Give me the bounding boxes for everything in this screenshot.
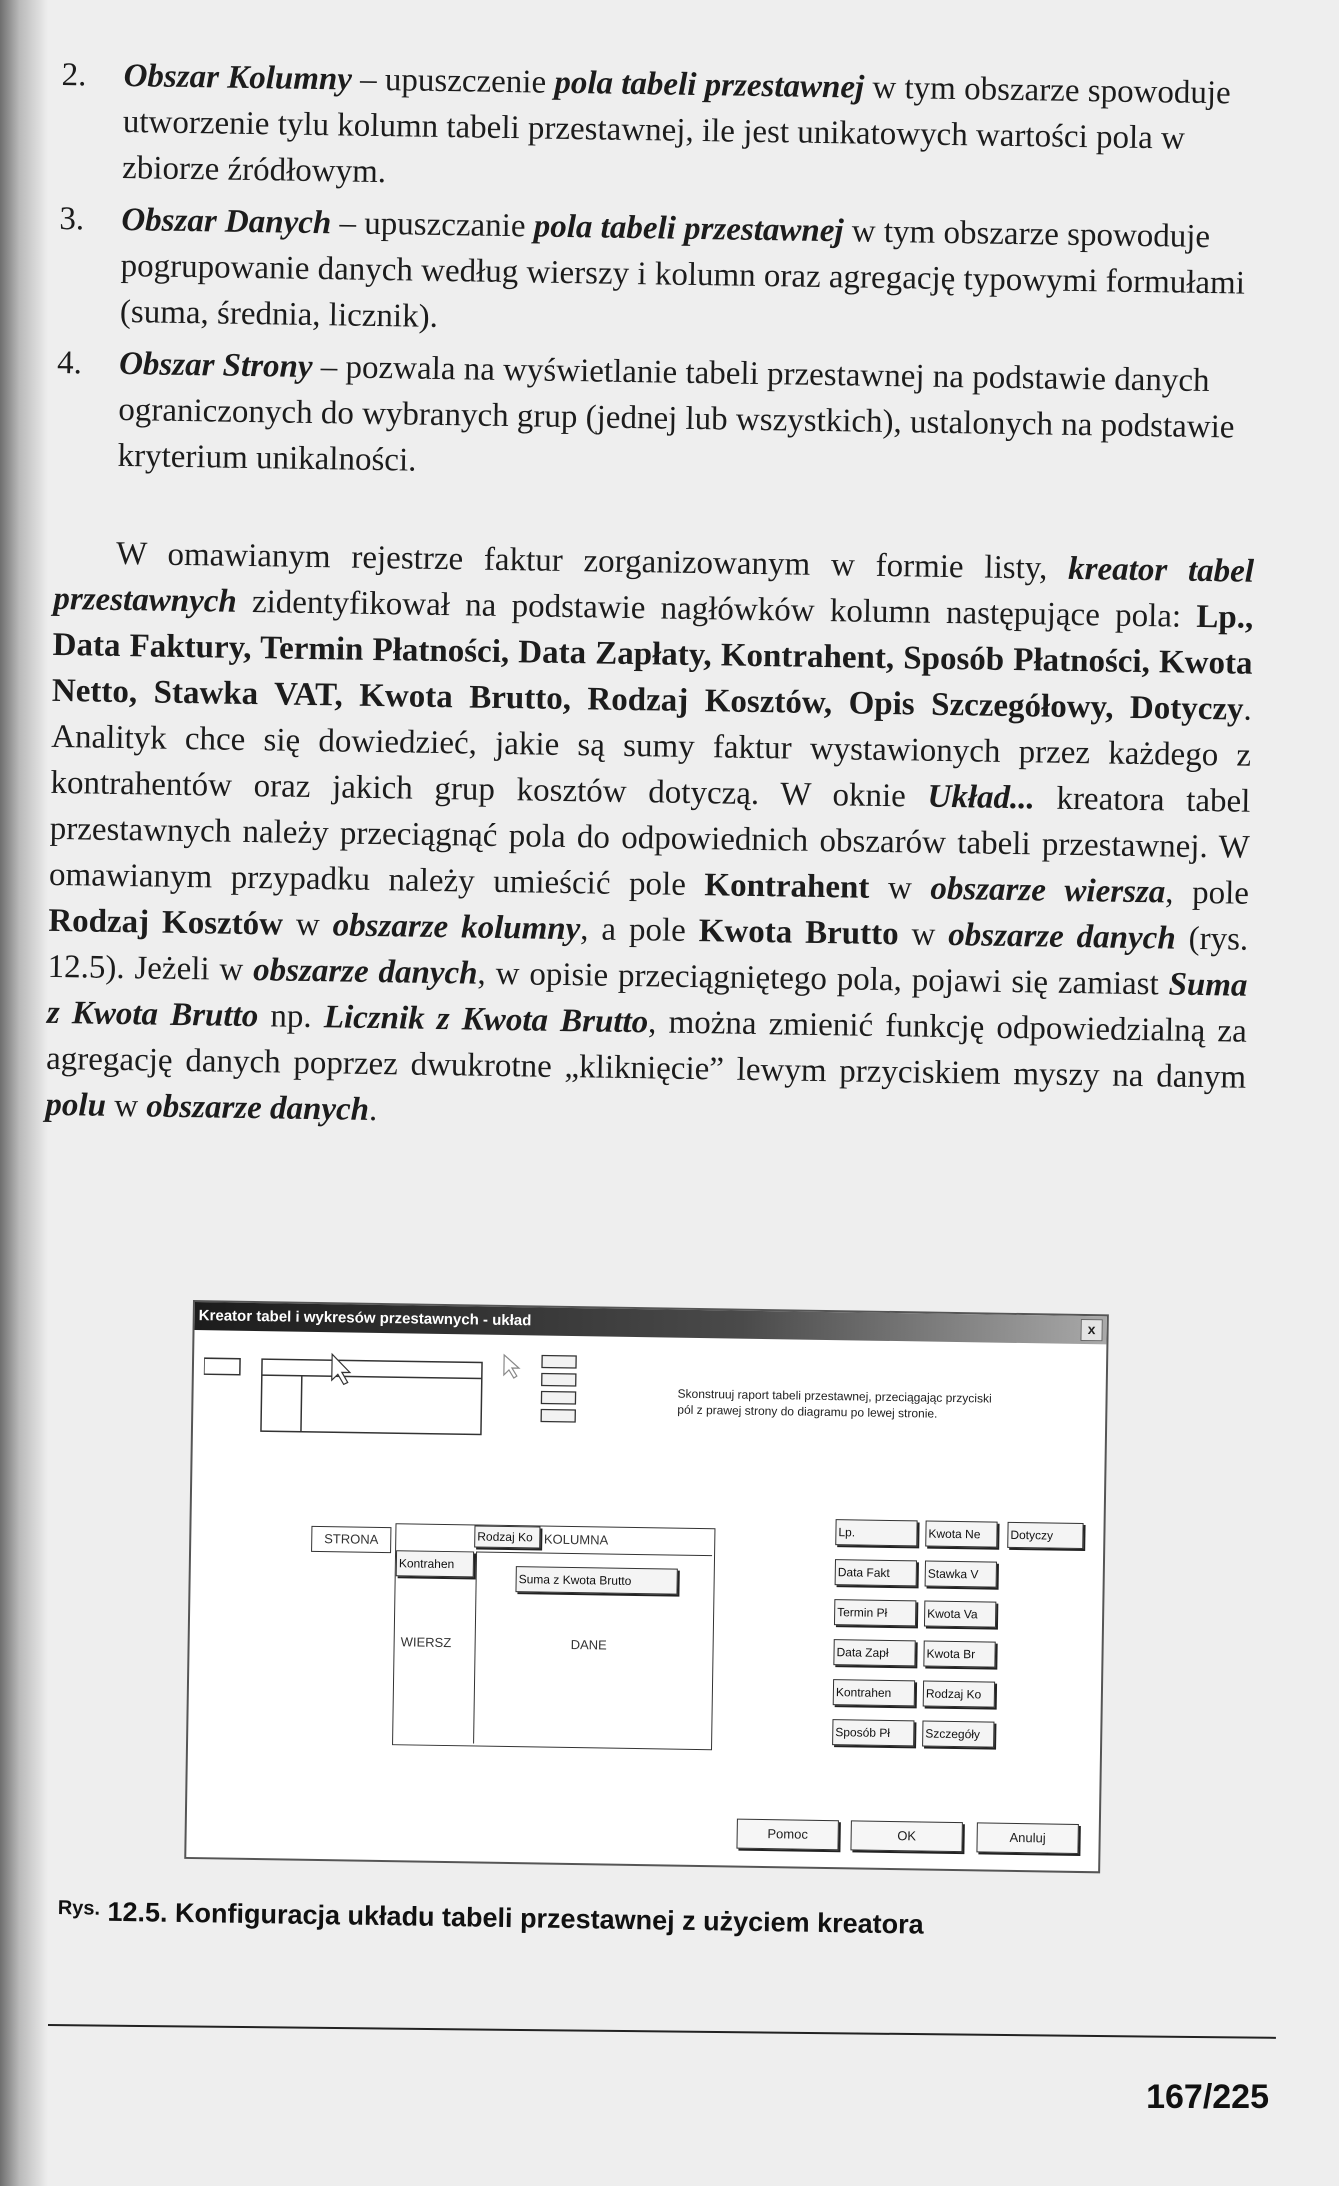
row-area-label: WIERSZ	[400, 1634, 452, 1651]
field-button[interactable]: Data Zapł	[833, 1639, 915, 1666]
para-text: kreatora tabel przestawnych należy przeciągnąć pola do odpowiednich obszarów tabeli przestawnej. W omawianym przypadku należy umieścić pole	[48, 780, 1251, 904]
para-text: , można zmienić funkcję odpowiedzialną za agregację danych poprzez dwukrotne „kliknięcie” lewym przyciskiem myszy na danym	[45, 1004, 1248, 1096]
list-term: Obszar Strony	[118, 345, 313, 385]
page-number: 167/225	[1146, 2078, 1269, 2116]
para-text: , a pole	[580, 911, 700, 950]
field-button[interactable]: Rodzaj Ko	[923, 1681, 995, 1708]
list-text-2: w tym obszarze spowoduje utworzenie tylu kolumn tabeli przestawnej, ile jest unikatowych wartości pola w zbiorze źródłowym.	[121, 69, 1232, 191]
column-area[interactable]	[476, 1525, 712, 1556]
para-emph: obszarze kolumny	[332, 907, 581, 948]
cancel-button[interactable]: Anuluj	[976, 1822, 1078, 1854]
list-term: Obszar Danych	[121, 201, 332, 242]
list-item	[55, 340, 1257, 497]
para-text: np.	[258, 998, 325, 1036]
caption-prefix: Rys.	[57, 1896, 101, 1920]
data-field-button[interactable]: Suma z Kwota Brutto	[515, 1566, 677, 1595]
field-button[interactable]: Dotyczy	[1007, 1522, 1083, 1549]
field-button[interactable]: Szczegóły	[922, 1721, 994, 1748]
list-item	[58, 196, 1260, 353]
para-emph: Licznik z Kwota Brutto	[323, 999, 649, 1041]
list-text: – pozwala na wyświetlanie tabeli przestawnej na podstawie danych ograniczonych do wybranych grup (jednej lub wszystkich), ustalonych na podstawie kryterium unikalności.	[117, 348, 1235, 479]
list-text: – upuszczanie	[331, 205, 535, 245]
caption-text: 12.5. Konfiguracja układu tabeli przestawnej z użyciem kreatora	[107, 1896, 924, 1940]
para-emph: obszarze danych	[948, 917, 1176, 957]
field-button[interactable]: Stawka V	[925, 1561, 997, 1588]
main-paragraph	[45, 530, 1254, 1147]
layout-illustration-icon	[202, 1346, 594, 1472]
page-area[interactable]: STRONA	[311, 1526, 391, 1553]
para-text: w	[282, 906, 333, 944]
para-emph: obszarze wiersza	[930, 870, 1166, 911]
para-text: w	[869, 869, 931, 907]
body-text	[45, 52, 1262, 1147]
list-term-2: pola tabeli przestawnej	[533, 208, 844, 250]
list-number: 3.	[59, 200, 85, 238]
para-text: W omawianym rejestrze faktur zorganizowanym w formie listy,	[115, 535, 1069, 587]
ok-button[interactable]: OK	[850, 1820, 962, 1852]
para-emph: Suma z Kwota Brutto	[46, 966, 1248, 1035]
para-text: w	[898, 916, 949, 954]
footer-divider	[48, 2024, 1276, 2039]
column-area-label: KOLUMNA	[543, 1531, 609, 1548]
field-list: Lp., Data Faktury, Termin Płatności, Data Zapłaty, Kontrahent, Sposób Płatności, Kwota Netto, Stawka VAT, Kwota Brutto, Rodzaj Kosztów, Opis Szczegółowy, Dotyczy	[51, 598, 1254, 728]
row-area[interactable]	[393, 1550, 477, 1743]
page-binding-shadow	[0, 0, 48, 2186]
field-button[interactable]: Kwota Ne	[925, 1521, 997, 1548]
list-term: Obszar Kolumny	[123, 57, 353, 98]
field-button[interactable]: Termin Pł	[834, 1599, 916, 1626]
para-bold: Rodzaj Kosztów	[48, 902, 284, 943]
list-text-2: w tym obszarze spowoduje pogrupowanie danych według wierszy i kolumn oraz agregację typowymi formułami (suma, średnia, licznik).	[119, 213, 1246, 335]
para-bold: Kwota Brutto	[698, 913, 899, 953]
row-field-button[interactable]: Kontrahen	[396, 1550, 474, 1577]
data-area-label: DANE	[570, 1636, 607, 1653]
field-button[interactable]: Data Fakt	[835, 1559, 917, 1586]
field-button[interactable]: Kwota Va	[924, 1601, 996, 1628]
para-text: w	[105, 1087, 147, 1125]
pivot-wizard-dialog	[184, 1300, 1109, 1873]
dialog-titlebar	[195, 1302, 1107, 1344]
field-button[interactable]: Sposób Pł	[832, 1719, 914, 1746]
list-term-2: pola tabeli przestawnej	[554, 64, 865, 106]
dialog-title: Kreator tabel i wykresów przestawnych - układ	[198, 1307, 532, 1330]
list-text: – upuszczenie	[351, 61, 555, 101]
figure-caption	[58, 1896, 924, 1941]
help-button[interactable]: Pomoc	[736, 1819, 838, 1851]
para-text: (rys. 12.5). Jeżeli w	[47, 920, 1249, 989]
para-emph: Układ...	[927, 778, 1036, 817]
instruction-text: Skonstruuj raport tabeli przestawnej, przeciągając przyciski pól z prawej strony do diagramu po lewej stronie.	[677, 1386, 992, 1421]
column-field-button[interactable]: Rodzaj Ko	[474, 1525, 540, 1548]
para-emph: kreator tabel przestawnych	[53, 550, 1255, 620]
para-text: , pole	[1165, 874, 1250, 912]
close-icon[interactable]: x	[1080, 1319, 1102, 1341]
para-emph: polu	[45, 1086, 107, 1124]
list-item	[60, 52, 1262, 209]
para-text: , w opisie przeciągniętego pola, pojawi się zamiast	[477, 955, 1169, 1003]
para-emph: obszarze danych	[252, 952, 478, 992]
para-text: zidentyfikował na podstawie nagłówków kolumn następujące pola:	[236, 583, 1197, 635]
para-emph: obszarze danych	[146, 1088, 370, 1128]
pivot-layout-diagram	[392, 1523, 715, 1750]
list-number: 2.	[61, 56, 87, 94]
field-button[interactable]: Lp.	[835, 1519, 917, 1546]
field-button[interactable]: Kwota Br	[923, 1641, 995, 1668]
para-text: . Analityk chce się dowiedzieć, jakie są sumy faktur wystawionych przez każdego z kontrahentów oraz jakich grup kosztów dotyczą. W oknie	[50, 691, 1253, 815]
list-number: 4.	[56, 344, 83, 382]
para-bold: Kontrahent	[704, 867, 870, 906]
para-text: .	[368, 1091, 378, 1129]
field-button[interactable]: Kontrahen	[833, 1679, 915, 1706]
